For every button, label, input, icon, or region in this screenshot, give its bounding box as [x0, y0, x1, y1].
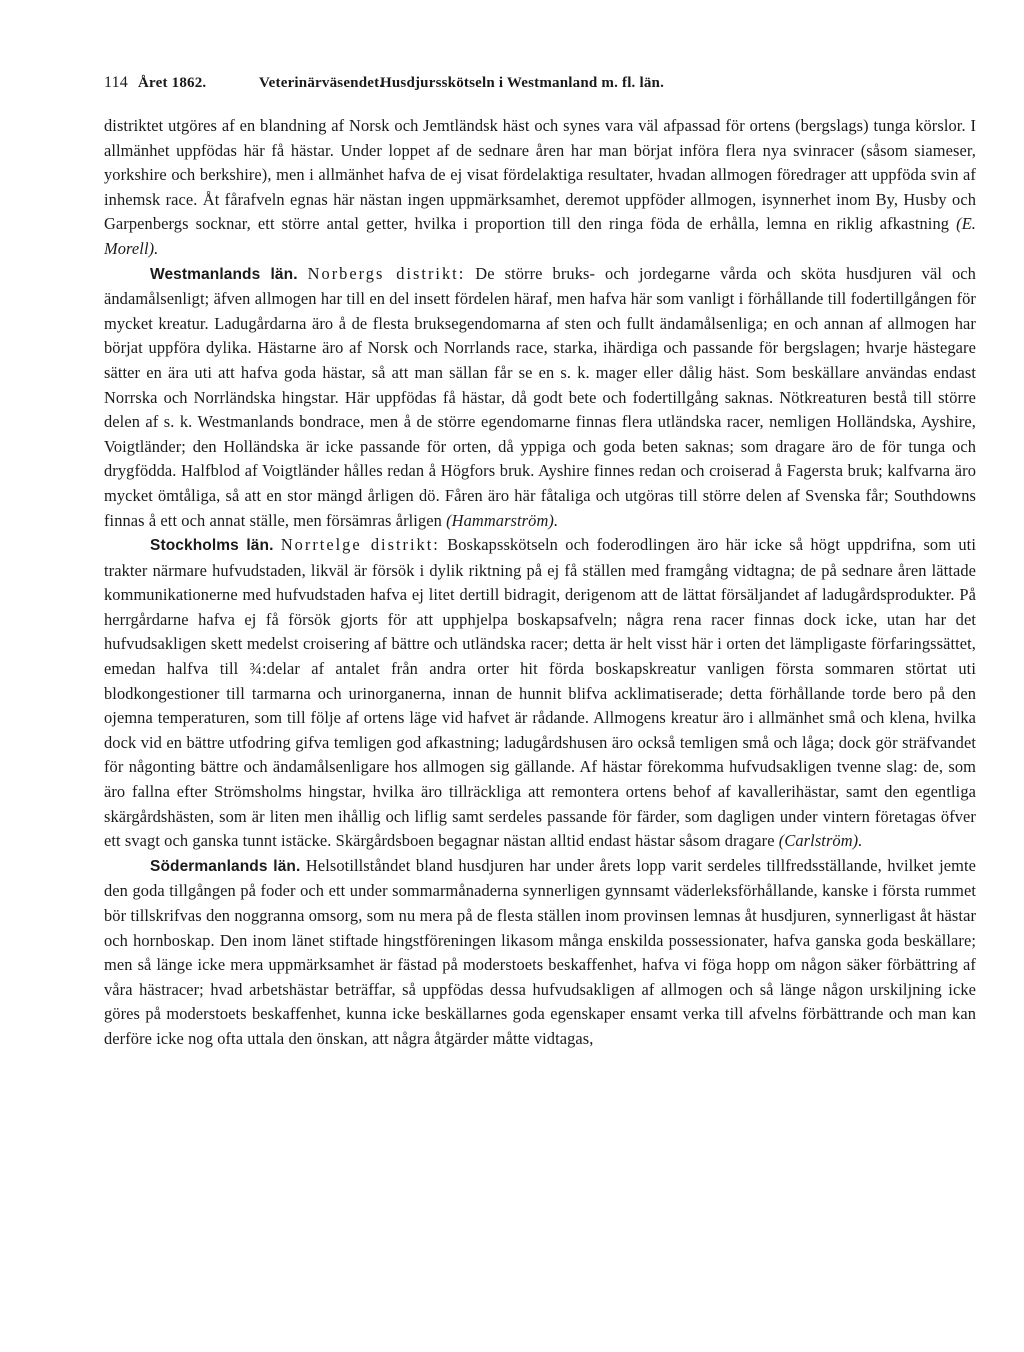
page [104, 74, 976, 1052]
paragraph-stockholm [104, 533, 976, 854]
county-heading: Stockholms län. [150, 537, 274, 555]
paragraph-westmanland [104, 262, 976, 534]
author-citation: (Hammarström). [446, 510, 559, 530]
county-heading: Södermanlands län. [150, 857, 301, 875]
body-text [104, 114, 976, 1052]
county-heading: Westmanlands län. [150, 265, 298, 283]
paragraph-text: Helsotillståndet bland husdjuren har under årets lopp varit serdeles tillfredsställande, hvilket jemte den goda tillgången på foder och ett under sommarmånaderna synnerligen gynnsamt väderleksförhållande, kanske i första rummet bör tillskrifvas den noggranna omsorg, som nu mera på de flesta ställen inom provinsen lemnas åt husdjuren, synnerligast åt hästar och hornboskap. Den inom länet stiftade hingstföreningen likasom många enskilda possessionater, hafva ganska goda beskällare; men så länge icke mera uppmärksamhet är fästad på moderstoets beskaffenhet, hafva vi föga hopp om någon säker förbättring af våra hästracer; hvad arbetshästar beträffar, så uppfödas dessa hufvudsakligen af allmogen och så länge någon urskiljning icke göres på moderstoets beskaffenhet, kunna icke beskällarnes goda egenskaper ensamt verka till afvelns förbättrande och man kan derföre icke nog ofta uttala den önskan, att några åtgärder måtte vidtagas, [104, 855, 976, 1048]
paragraph-sodermanland [104, 854, 976, 1052]
paragraph-text: De större bruks- och jordegarne vårda och sköta husdjuren väl och ändamålsenligt; äfven allmogen har till en del insett fördelen häraf, men hafva här som vanligt i förhållande till fodertillgången för mycket kreatur. Ladugårdarna äro å de flesta bruksegendomarna af sten och fullt ändamålsenliga; en och annan af allmogen har börjat uppföra dylika. Hästarne äro af Norsk och Norrlands race, starka, ihärdiga och passande för bergslagen; hvarje hästegare sätter en ära uti att hafva goda hästar, så att man sällan får se en s. k. mager eller dålig häst. Som beskällare användas endast Norrska och Norrländska hingstar. Här uppfödas få hästar, då godt bete och fodertillgång saknas. Nötkreaturen bestå till större delen af s. k. Westmanlands bondrace, men å de större egendomarne finnas flera utländska racer, nemligen Holländska, Ayshire, Voigtländer; den Holländska är icke passande för orten, då yppiga och goda beten saknas; som dragare äro de för tunga och drygfödda. Halfblod af Voigtländer hålles redan å Högfors bruk. Ayshire finnes redan och croiserad å Fagersta bruk; kalfvarna äro mycket ömtåliga, så att en stor mängd årligen dö. Fåren äro här fåtaliga och utgöras till större delen af Svenska får; Southdowns finnas å ett och annat ställe, men försämras årligen [104, 263, 976, 530]
header-section: Veterinärväsendet. [259, 75, 384, 91]
author-citation: (Carlström). [778, 831, 863, 851]
author-citation: (E. Morell). [104, 214, 977, 258]
district-heading: Norrtelge distrikt: [280, 535, 440, 555]
paragraph-continuation [104, 114, 976, 262]
header-title: Husdjursskötseln i Westmanland m. fl. län. [380, 75, 665, 91]
running-header [104, 74, 976, 100]
page-number: 114 [104, 74, 129, 91]
district-heading: Norbergs distrikt: [307, 263, 466, 283]
paragraph-text: distriktet utgöres af en blandning af Norsk och Jemtländsk häst och synes vara väl afpassad för ortens (bergslags) tunga körslor. I allmänhet uppfödas här få hästar. Under loppet af de sednare åren har man börjat införa flera nya svinracer (såsom siameser, yorkshire och berkshire), men i allmänhet hafva de ej visat fördelaktiga resultater, hvadan allmogen föredrager att uppföda svin af inhemsk race. Åt fårafveln egnas här nästan ingen uppmärksamhet, deremot uppföder allmogen, isynnerhet inom By, Husby och Garpenbergs socknar, ett större antal getter, hvilka i proportion till den ringa föda de erhålla, lemna en riklig afkastning [104, 116, 976, 234]
header-year: Året 1862. [138, 75, 207, 91]
paragraph-text: Boskapsskötseln och foderodlingen äro här icke så högt uppdrifna, som uti trakter närmare hufvudstaden, likväl är försök i dylik riktning på ej få ställen med framgång vidtagna; de på sednare åren lättade kommunikationerne med hufvudstaden hafva ej litet dertill bidragit, derigenom att de lättat försäljandet af ladugårdsprodukter. På herrgårdarne hafva ej få försök gjorts för att upphjelpa boskapsafveln; några rena racer finnas dock icke, utan har det hufvudsakligen skett medelst croisering af bättre och utländska racer; detta är helt visst här i orten det lämpligaste förfaringssättet, emedan halfva till ¾:delar af antalet från andra orter hit förda boskapskreatur vanligen första sommaren störtat uti blodkongestioner till tarmarna och urinorganerna, innan de hunnit blifva acklimatiserade; detta förhållande torde bero på den ojemna temperaturen, som till följe af ortens läge vid hafvet är rådande. Allmogens kreatur äro i allmänhet små och klena, hvilka dock vid en bättre utfodring gifva temligen god afkastning; ladugårdshusen äro också temligen små och låga; dock gör sträfvandet för någonting bättre och ändamålsenligare hos allmogen sig gällande. Af hästar förekomma hufvudsakligen tvenne slag: de, som äro fallna efter Strömsholms hingstar, hvilka äro tillräckliga att remontera ortens behof af kavallerihästar, samt den egentliga skärgårdshästen, som är liten men ihållig och liflig samt serdeles passande för färder, som dagligen under vintern företagas öfver ett svagt och ganska tunnt istäcke. Skärgårdsboen begagnar nästan alltid endast hästar såsom dragare [104, 535, 976, 851]
